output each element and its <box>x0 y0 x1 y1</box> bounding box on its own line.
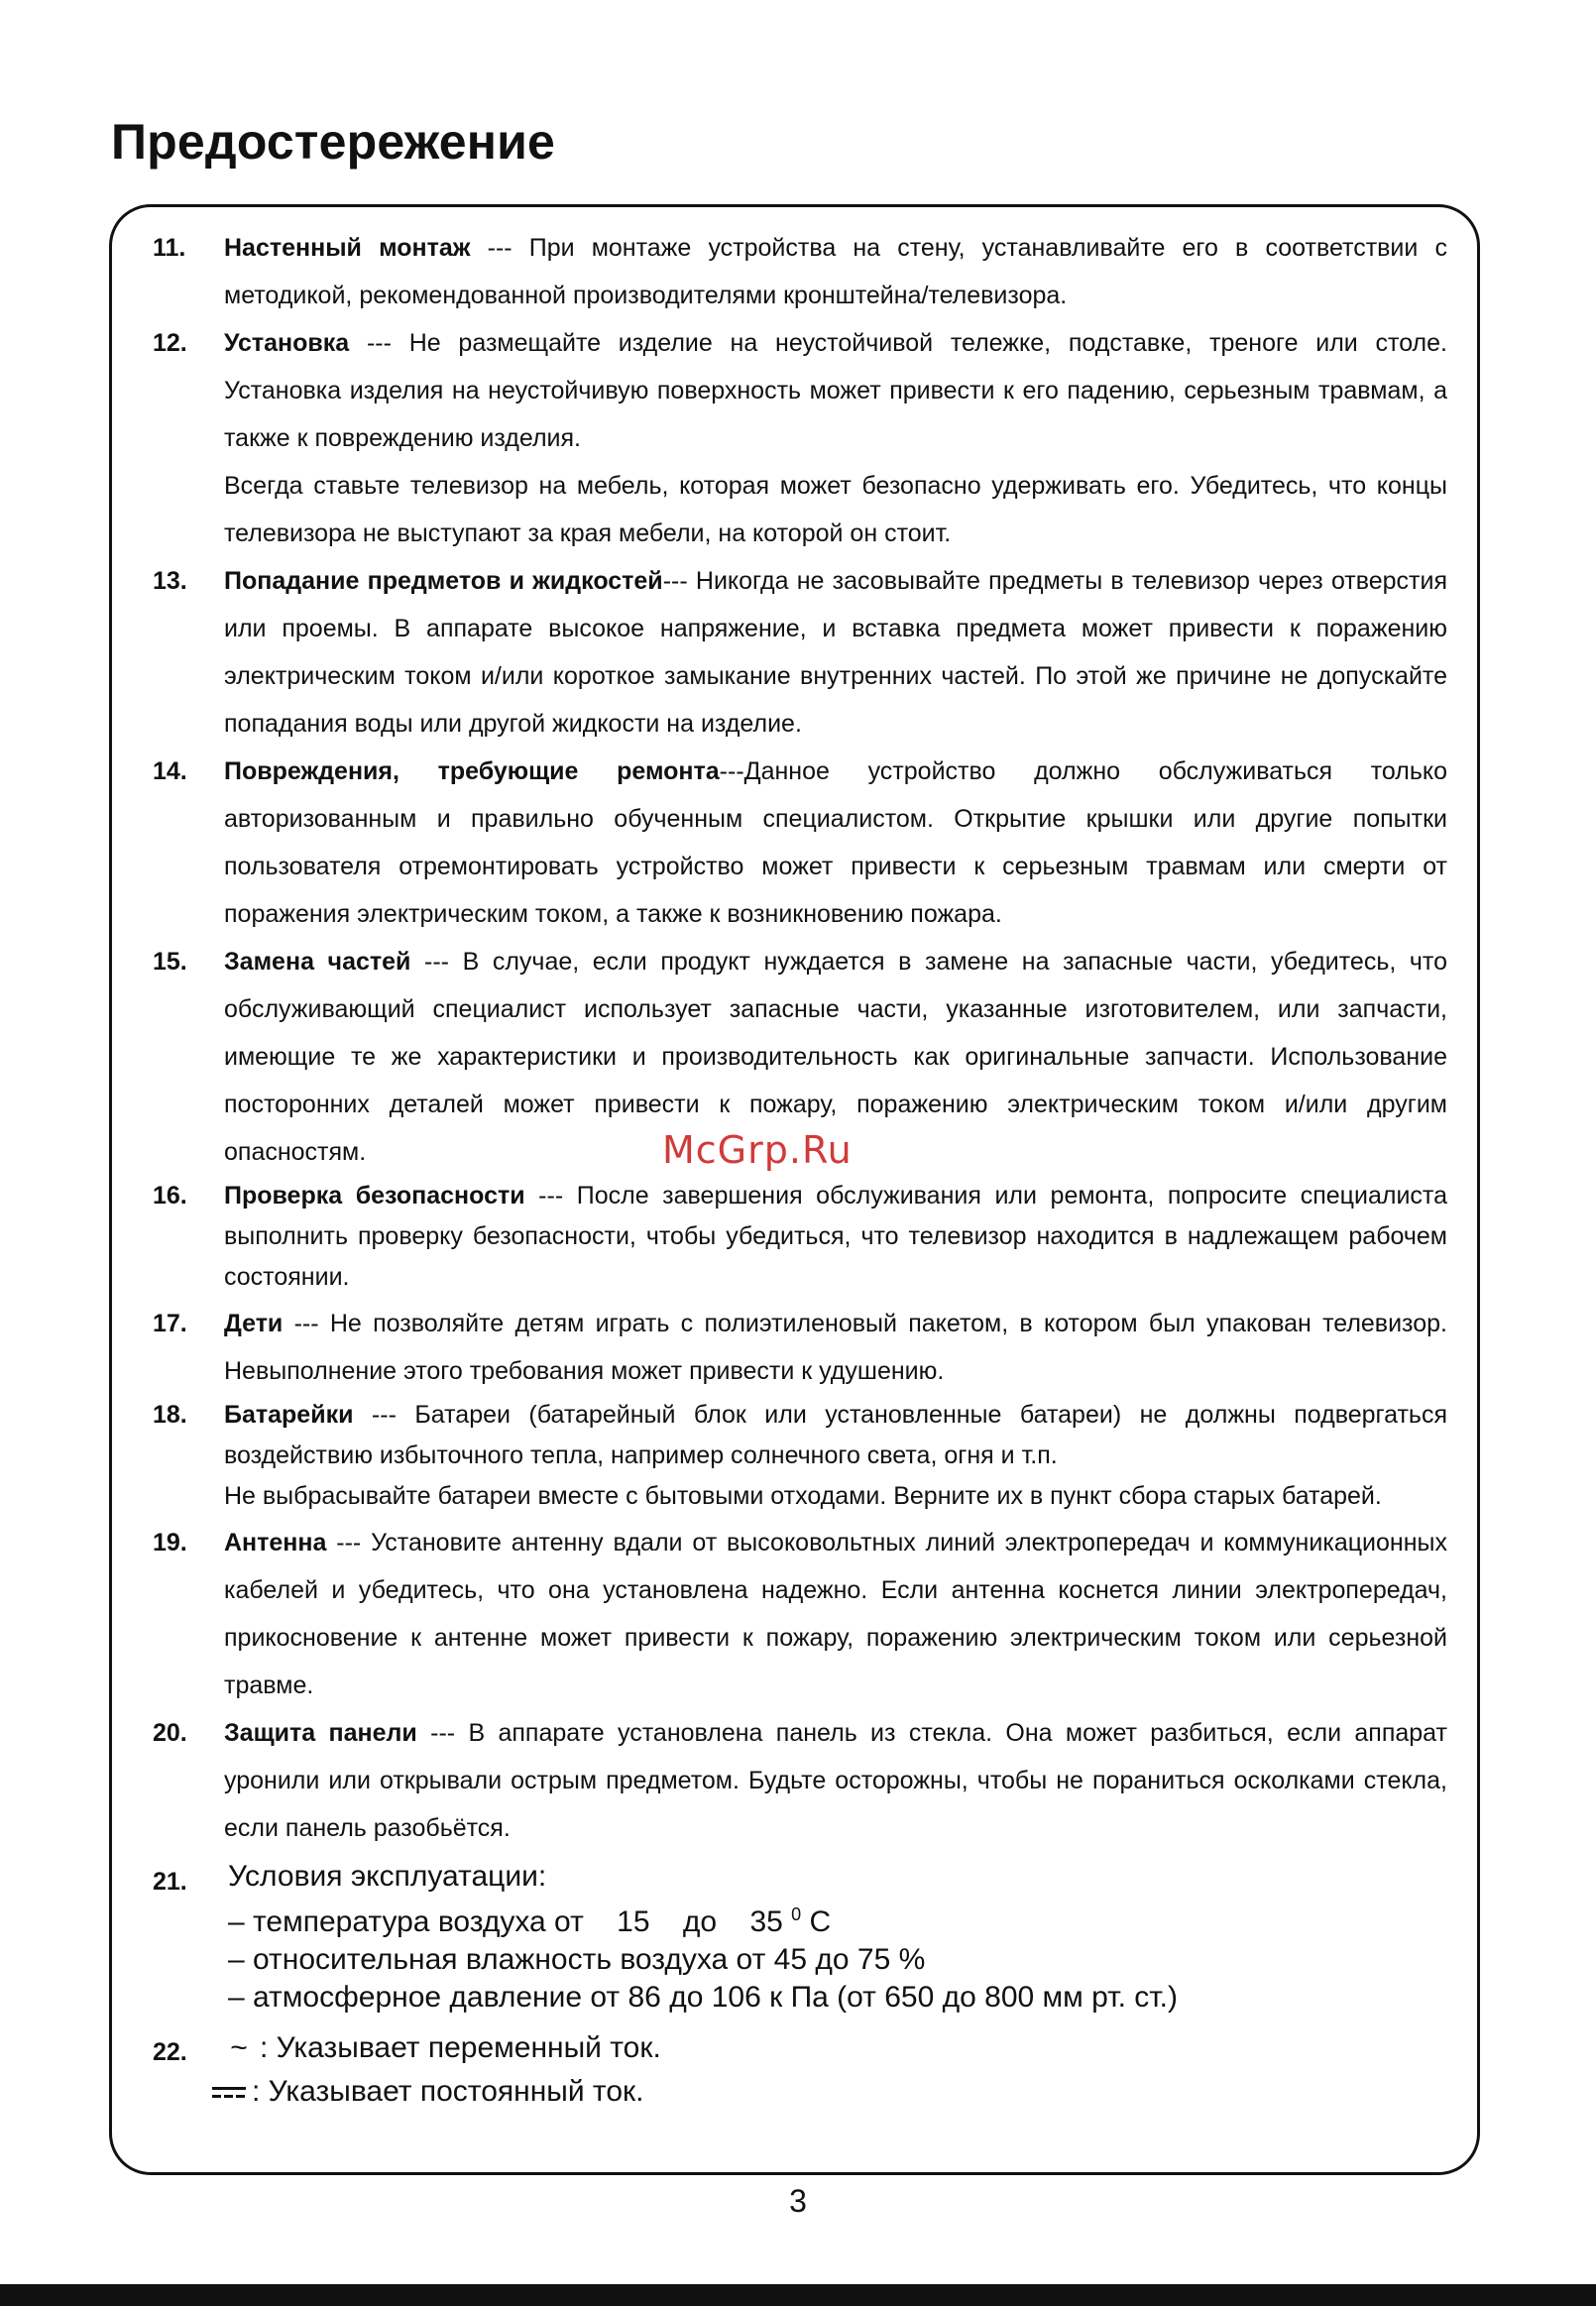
item-heading: Дети <box>224 1310 284 1337</box>
item-number: 12. <box>153 329 187 357</box>
item-number: 13. <box>153 567 187 595</box>
item-heading: Проверка безопасности <box>224 1182 525 1210</box>
conditions-temperature: – температура воздуха от 15 до 35 $^0$ С <box>228 1904 832 1938</box>
conditions-humidity: – относительная влажность воздуха от 45 до 75 % <box>228 1943 926 1976</box>
item-text: Попадание предметов и жидкостей--- Никогда не засовывайте предметы в телевизор через отверстия или проемы. В аппарате высокое напряжение, и вставка предмета может привести к поражению электрическим током и/или короткое замыкание внутренних частей. По этой же причине не допускайте попадания воды или другой жидкости на изделие. <box>224 567 1448 738</box>
item-heading: Антенна <box>224 1529 327 1557</box>
page-number: 3 <box>789 2183 807 2219</box>
list-item-symbols <box>149 2026 1447 2114</box>
list-item <box>149 557 1447 748</box>
item-number: 14. <box>153 757 187 785</box>
conditions-title: Условия эксплуатации: <box>228 1860 547 1893</box>
item-text: Батарейки --- Батареи (батарейный блок или установленные батареи) не должны подвергаться воздействию избыточного тепла, например солнечного света, огня и т.п. <box>224 1401 1447 1469</box>
item-number: 21. <box>153 1868 187 1896</box>
bottom-border <box>0 2284 1596 2306</box>
item-number: 22. <box>153 2038 187 2066</box>
item-text: Повреждения, требующие ремонта---Данное устройство должно обслуживаться только авторизованным и правильно обученным специалистом. Открытие крышки или другие попытки пользователя отремонтировать устройство может привести к серьезным травмам или смерти от поражения электрическим током, а также к возникновению пожара. <box>224 757 1448 928</box>
item-heading: Замена частей <box>224 948 411 976</box>
item-text: Защита панели --- В аппарате установлена панель из стекла. Она может разбиться, если аппарат уронили или открывали острым предметом. Будьте осторожны, чтобы не пораниться осколками стекла, если панель разобьётся. <box>224 1719 1447 1842</box>
list-item <box>149 1519 1447 1709</box>
item-text: Настенный монтаж --- При монтаже устройства на стену, устанавливайте его в соответствии с методикой, рекомендованной производителями кронштейна/телевизора. <box>224 234 1447 309</box>
item-heading: Защита панели <box>224 1719 417 1747</box>
dc-current-icon <box>212 2086 248 2100</box>
list-item <box>149 1395 1447 1517</box>
item-text: Установка --- Не размещайте изделие на неустойчивой тележке, подставке, треноге или столе. Установка изделия на неустойчивую поверхность может привести к его падению, серьезным травмам, а также к повреждению изделия. <box>224 329 1447 452</box>
item-heading: Попадание предметов и жидкостей <box>224 567 663 595</box>
list-item <box>149 748 1447 938</box>
list-item <box>149 224 1447 319</box>
item-heading: Батарейки <box>224 1401 354 1429</box>
item-heading: Повреждения, требующие ремонта <box>224 757 720 785</box>
list-item <box>149 1709 1447 1852</box>
item-heading: Установка <box>224 329 350 357</box>
item-text: Антенна --- Установите антенну вдали от высоковольтных линий электропередач и коммуникационных кабелей и убедитесь, что она установлена надежно. Если антенна коснется линии электропередач, прикосновение к антенне может привести к пожару, поражению электрическим током или серьезной травме. <box>224 1529 1447 1699</box>
item-number: 17. <box>153 1310 187 1337</box>
dc-symbol-row: : Указывает постоянный ток. <box>212 2070 1447 2114</box>
item-number: 19. <box>153 1529 187 1557</box>
list-item <box>149 319 1447 557</box>
item-text: Замена частей --- В случае, если продукт нуждается в замене на запасные части, убедитесь, что обслуживающий специалист использует запасные части, указанные изготовителем, или запчасти, имеющие те же характеристики и производительность как оригинальные запчасти. Использование посторонних деталей может привести к пожару, поражению электрическим током и/или другим опасностям. <box>224 948 1447 1166</box>
watermark: McGrp.Ru <box>662 1128 853 1172</box>
list-item-conditions <box>149 1858 1447 2017</box>
item-heading: Настенный монтаж <box>224 234 471 262</box>
page-title: Предостережение <box>111 114 556 170</box>
list-item <box>149 1300 1447 1395</box>
conditions-pressure: – атмосферное давление от 86 до 106 к Па (от 650 до 800 мм рт. ст.) <box>228 1981 1178 2014</box>
item-text-continued: Не выбрасывайте батареи вместе с бытовыми отходами. Верните их в пункт сбора старых батарей. <box>224 1482 1382 1510</box>
item-text: Проверка безопасности --- После завершения обслуживания или ремонта, попросите специалиста выполнить проверку безопасности, чтобы убедиться, что телевизор находится в надлежащем рабочем состоянии. <box>224 1182 1447 1291</box>
list-item <box>149 1176 1447 1298</box>
item-number: 15. <box>153 948 187 976</box>
ac-symbol-row: ~ : Указывает переменный ток. <box>218 2026 1447 2070</box>
item-text: Дети --- Не позволяйте детям играть с полиэтиленовый пакетом, в котором был упакован телевизор. Невыполнение этого требования может привести к удушению. <box>224 1310 1447 1385</box>
item-number: 18. <box>153 1401 187 1429</box>
item-number: 11. <box>153 234 186 262</box>
item-number: 16. <box>153 1182 187 1210</box>
ac-current-icon: ~ <box>230 2031 248 2064</box>
item-number: 20. <box>153 1719 187 1747</box>
item-text-continued: Всегда ставьте телевизор на мебель, которая может безопасно удерживать его. Убедитесь, что концы телевизора не выступают за края мебели, на которой он стоит. <box>224 472 1447 547</box>
